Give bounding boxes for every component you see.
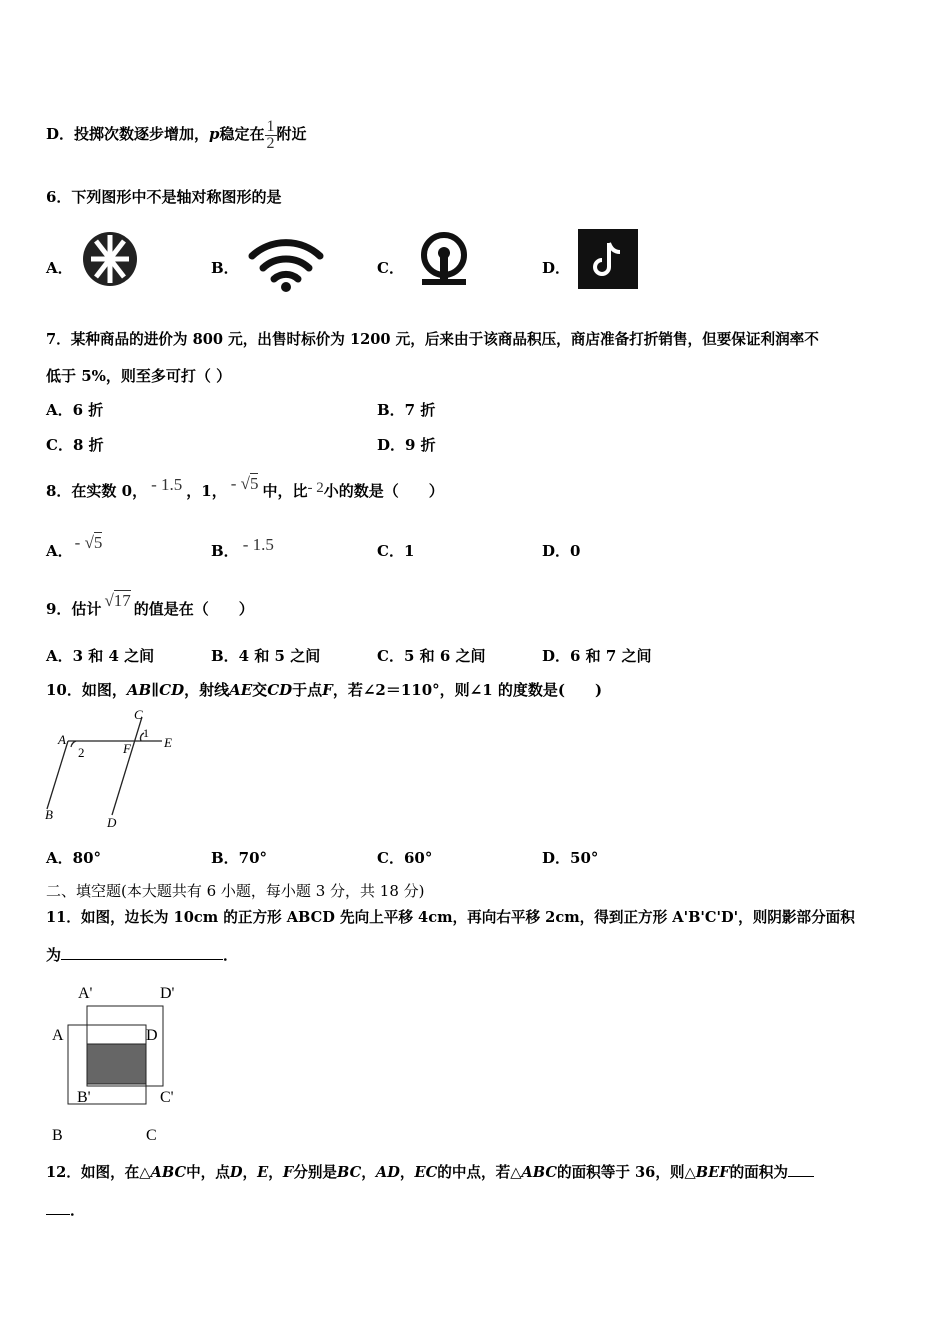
q6-option-a-label: A． xyxy=(46,259,73,277)
q9-stem: 9．估计 √17 的值是在（ ） xyxy=(46,591,254,618)
label-c: C xyxy=(134,707,143,722)
label-b: B xyxy=(52,1127,63,1144)
q9-option-a: A．3 和 4 之间 xyxy=(46,647,155,665)
label-f: F xyxy=(123,741,131,756)
q6-option-b-label: B． xyxy=(211,259,239,277)
q8-option-d: D．0 xyxy=(542,542,581,560)
q7-option-d: D．9 折 xyxy=(377,436,436,454)
answer-blank-part2[interactable] xyxy=(46,1213,70,1215)
q7-stem-line2: 低于 5%，则至多可打（ ） xyxy=(46,367,232,385)
label-one: 1 xyxy=(143,726,149,740)
label-e: E xyxy=(164,735,172,750)
q12-stem-line1: 12．如图，在△ABC中，点D，E，F分别是BC，AD，EC的中点，若△ABC的面积等于 36，则△BEF的面积为 xyxy=(46,1161,814,1182)
tiktok-logo-icon xyxy=(578,229,638,289)
label-a: A xyxy=(52,1027,64,1044)
q7-option-c: C．8 折 xyxy=(46,436,104,454)
q6-option-c-label: C． xyxy=(377,259,404,277)
q8-option-b: B． - 1.5 xyxy=(211,535,274,560)
wifi-icon xyxy=(246,234,326,294)
q9-option-b: B．4 和 5 之间 xyxy=(211,647,321,665)
railway-logo-icon xyxy=(412,231,476,291)
section-title: 二、填空题(本大题共有 6 小题，每小题 3 分，共 18 分) xyxy=(46,882,425,900)
label-d: D xyxy=(146,1027,158,1044)
q11-stem-line2: 为 ． xyxy=(46,946,239,964)
q11-figure xyxy=(46,980,196,1148)
fraction-one-half: $\frac{1}{2}$ xyxy=(266,117,275,152)
label-c-prime: C' xyxy=(160,1089,174,1106)
label-a-prime: A' xyxy=(78,985,93,1002)
q8-stem: 8．在实数 0， - 1.5 ，1， - √5 中，比- 2小的数是（ ） xyxy=(46,474,444,500)
q6-option-d-label: D． xyxy=(542,259,571,277)
line-cd xyxy=(112,717,142,815)
q8-option-a: A． - √5 xyxy=(46,533,103,560)
label-c: C xyxy=(146,1127,157,1144)
q6-stem: 6．下列图形中不是轴对称图形的是 xyxy=(46,188,282,206)
q9-option-d: D．6 和 7 之间 xyxy=(542,647,652,665)
label-a: A xyxy=(58,732,66,747)
q10-option-d: D．50° xyxy=(542,849,599,867)
q12-stem-line2: ． xyxy=(46,1199,85,1220)
q9-option-c: C．5 和 6 之间 xyxy=(377,647,486,665)
q7-option-b: B．7 折 xyxy=(377,401,436,419)
label-d: D xyxy=(107,815,117,830)
q10-option-c: C．60° xyxy=(377,849,433,867)
q11-stem-line1: 11．如图，边长为 10cm 的正方形 ABCD 先向上平移 4cm，再向右平移 2cm，得到正方形 A'B'C'D'，则阴影部分面积 xyxy=(46,909,855,926)
q7-stem-line1: 7．某种商品的进价为 800 元，出售时标价为 1200 元，后来由于该商品积压，商店准备打折销售，但要保证利润率不 xyxy=(46,331,819,348)
neg-sqrt-5: - √5 xyxy=(230,474,259,493)
q8-option-c: C．1 xyxy=(377,542,415,560)
q10-stem: 10．如图，AB∥CD，射线AE交CD于点F，若∠2＝110°，则∠1 的度数是( ) xyxy=(46,681,603,699)
metro-logo-icon xyxy=(79,231,141,287)
label-b: B xyxy=(45,807,53,822)
shaded-region xyxy=(87,1044,146,1084)
q5-option-d: D．投掷次数逐步增加，p稳定在 $\frac{1}{2}$ 附近 xyxy=(46,117,307,152)
q10-figure xyxy=(40,705,185,835)
neg-sqrt-5: - √5 xyxy=(74,533,103,552)
label-two: 2 xyxy=(78,745,85,760)
label-d-prime: D' xyxy=(160,985,175,1002)
line-ab xyxy=(47,741,68,809)
answer-blank[interactable] xyxy=(61,958,223,960)
q10-option-a: A．80° xyxy=(46,849,102,867)
label-b-prime: B' xyxy=(77,1089,91,1106)
q7-option-a: A．6 折 xyxy=(46,401,104,419)
answer-blank-part1[interactable] xyxy=(788,1175,814,1177)
sqrt-17: √17 xyxy=(104,591,131,610)
q10-option-b: B．70° xyxy=(211,849,268,867)
